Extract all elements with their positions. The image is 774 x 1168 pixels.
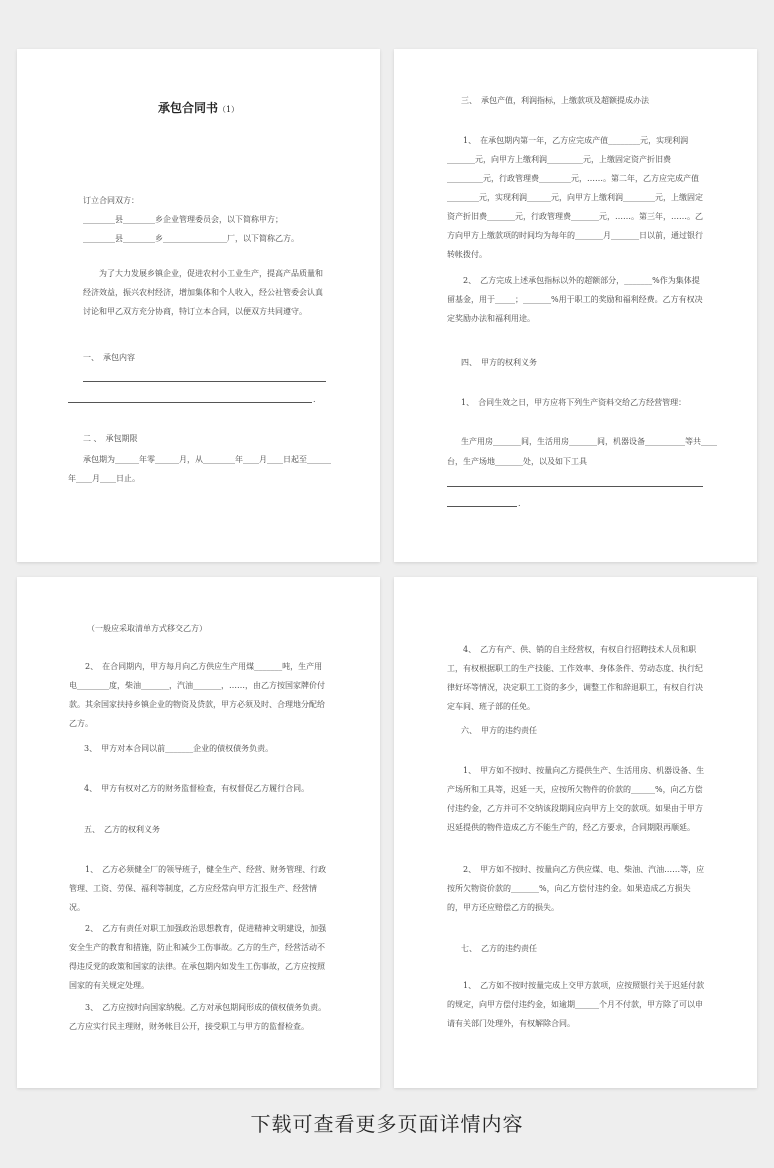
assets-line-1: 生产用房_______间，生活用房_______间，机器设备__________等共____ bbox=[461, 437, 717, 446]
parties-label: 订立合同双方： bbox=[83, 196, 139, 205]
blank-line bbox=[83, 381, 326, 382]
section-heading-5: 五、 乙方的权利义务 bbox=[84, 825, 160, 834]
section-heading-3: 三、 承包产值，利润指标，上缴款项及超额提成办法 bbox=[461, 96, 649, 105]
item-4-4: 4、 甲方有权对乙方的财务监督检查，有权督促乙方履行合同。 bbox=[84, 784, 310, 793]
item-6-1: 1、 甲方如不按时、按量向乙方提供生产、生活用房、机器设备、生产场所和工具等，迟延一天，应按所欠物件的价款的______%，向乙方偿付违约金，乙方并可不交纳该段期间应向甲方上交的款项。如果由于甲方迟延提供的物件造成乙方不能生产的，经乙方要求，合同期限再顺延。 bbox=[447, 766, 705, 832]
item-4-2: 2、 在合同期内，甲方每月向乙方供应生产用煤_______吨，生产用电________度，柴油_______，汽油_______，……，由乙方按国家牌价付款。其余国家扶持乡镇企业的物资及贷款，甲方必须及时、合理地分配给乙方。 bbox=[69, 662, 325, 728]
document-page-2 bbox=[394, 49, 757, 562]
item-4-3: 3、 甲方对本合同以前_______企业的债权债务负责。 bbox=[84, 744, 274, 753]
item-5-1: 1、 乙方必须健全厂的领导班子，健全生产、经营、财务管理、行政管理、工资、劳保、福利等制度，乙方应经常向甲方汇报生产、经营情况。 bbox=[69, 865, 327, 912]
document-page-4 bbox=[394, 577, 757, 1088]
term-line-2: 年____月____日止。 bbox=[68, 474, 140, 483]
item-6-2: 2、 甲方如不按时、按量向乙方供应煤、电、柴油、汽油……等，应按所欠物资价款的_______%，向乙方偿付违约金。如果造成乙方损失的，甲方还应赔偿乙方的损失。 bbox=[447, 865, 705, 912]
item-7-1: 1、 乙方如不按时按量完成上交甲方款项，应按照银行关于迟延付款的规定，向甲方偿付违约金，如逾期______个月不付款，甲方除了可以申请有关部门处理外，有权解除合同。 bbox=[447, 981, 705, 1028]
line-end-mark: . bbox=[313, 395, 316, 404]
document-page-3 bbox=[17, 577, 380, 1088]
contract-title: 承包合同书（1） bbox=[157, 101, 240, 115]
assets-line-2: 台，生产场地_______处，以及如下工具 bbox=[447, 457, 587, 466]
blank-line bbox=[68, 402, 312, 403]
party-b-line: ________县________乡________________厂，以下简称乙方。 bbox=[83, 234, 299, 243]
section-heading-4: 四、 甲方的权利义务 bbox=[461, 358, 537, 367]
section-heading-2: 二 、 承包期限 bbox=[83, 434, 138, 443]
item-4-1: 1、 合同生效之日，甲方应将下列生产资料交给乙方经营管理： bbox=[461, 398, 687, 407]
item-5-4: 4、 乙方有产、供、销的自主经营权，有权自行招聘技术人员和职工，有权根据职工的生产技能、工作效率、身体条件、劳动态度、执行纪律好坏等情况，决定职工工资的多少，调整工作和辞退职工，有权自行决定车间、班子部的任免。 bbox=[447, 645, 703, 711]
blank-line bbox=[447, 486, 703, 487]
section-heading-1: 一、 承包内容 bbox=[83, 353, 135, 362]
term-line-1: 承包期为______年零______月，从________年____月____日起至______ bbox=[83, 455, 331, 464]
document-page-1 bbox=[17, 49, 380, 562]
section-heading-6: 六、 甲方的违约责任 bbox=[461, 726, 537, 735]
party-a-line: ________县________乡企业管理委员会，以下简称甲方； bbox=[83, 215, 283, 224]
item-5-2: 2、 乙方有责任对职工加强政治思想教育，促进精神文明建设，加强安全生产的教育和措施，防止和减少工伤事故。乙方的生产，经营活动不得违反党的政策和国家的法律。在承包期内如发生工伤事故，乙方应按照国家的有关规定处理。 bbox=[69, 924, 327, 990]
handover-note: （一般应采取清单方式移交乙方） bbox=[87, 624, 207, 633]
item-5-3: 3、 乙方应按时向国家纳税。乙方对承包期间形成的债权债务负责。乙方应实行民主理财，财务帐目公开，接受职工与甲方的监督检查。 bbox=[69, 1003, 327, 1031]
section-heading-7: 七、 乙方的违约责任 bbox=[461, 944, 537, 953]
blank-line bbox=[447, 506, 517, 507]
item-3-1: 1、 在承包期内第一年，乙方应完成产值________元，实现利润_______元，向甲方上缴利润_________元，上缴固定资产折旧费_________元，行政管理费________元，……。第二年，乙方应完成产值________元，实现利润______元，向甲方上缴利润________元，上缴固定资产折旧费_______元，行政管理费_______元，……。第三年，……。乙方向甲方上缴款项的时间均为每年的_______月_______日以前，通过银行转帐拨付。 bbox=[447, 136, 703, 259]
item-3-2: 2、 乙方完成上述承包指标以外的超额部分，_______%作为集体提留基金，用于_____；_______%用于职工的奖励和福利经费。乙方有权决定奖励办法和福利用途。 bbox=[447, 276, 703, 323]
download-caption: 下载可查看更多页面详情内容 bbox=[250, 1112, 524, 1136]
line-end-mark: . bbox=[518, 499, 521, 508]
intro-paragraph: 为了大力发展乡镇企业，促进农村小工业生产，提高产品质量和经济效益，振兴农村经济，增加集体和个人收入，经公社管委会认真讨论和甲乙双方充分协商，特订立本合同，以便双方共同遵守。 bbox=[83, 269, 323, 316]
